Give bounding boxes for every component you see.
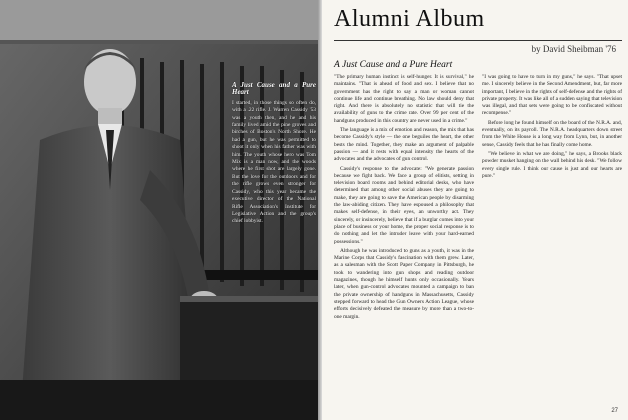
overlay-headline: A Just Cause and a Pure Heart bbox=[232, 81, 316, 97]
page-number: 27 bbox=[611, 408, 618, 414]
paragraph: Before long he found himself on the board of the N.R.A. and, eventually, on its payroll. The N.R.A. headquarters down street from the White House is a long way from Lynn, but, in another sense, Cassidy feels that he has finally come home. bbox=[482, 119, 622, 148]
byline: by David Sheibman '76 bbox=[531, 44, 616, 54]
paragraph: "I was going to have to turn in my guns," he says. "That upset me. I sincerely believe in the Second Amendment, but, far more important, I believe in the rights of self-defense and the rights of private property. It was like all of a sudden saying that television was illegal, and that sets were going to be confiscated without recompense." bbox=[482, 74, 622, 117]
paragraph: "We believe in what we are doing," he says, a Brooks black powder musket hanging on the wall behind his desk. "We follow every single rule. I think our cause is just and our hearts are pure." bbox=[482, 150, 622, 179]
paragraph: The language is a mix of emotion and reason, the mix that has become Cassidy's style — the one beguiles the heart, the other bests the mind. Together, they make an argument of palpable passion — and it rests with equal intensity the hearts of the advocates and the advocates of gun control. bbox=[334, 127, 474, 163]
section-title: Alumni Album bbox=[334, 6, 485, 32]
paragraph: "The primary human instinct is self-hunger. It is survival," he maintains. "That is ahead of food and sex. I believe that no government has the right to say a man or woman cannot continue life and continue breathing. No law should deny that right. And there is absolutely no statistic that will tie the availability of guns to the crime rate. Over 99 per cent of the handguns produced in this country are never used in a crime." bbox=[334, 74, 474, 124]
photo-text-overlay bbox=[232, 82, 316, 226]
article-column-2 bbox=[482, 74, 622, 410]
paragraph: Cassidy's response to the advocate: "We generate passion because we fight back. We face a group of elitists, setting in television board rooms and behind editorial desks, who have determined that among other social abuses they are going to make, they are going to save the American people by disarming the law-abiding citizen. They have espoused a philosophy that makes self-defense, in their eyes, an unworthy act. They sincerely, or insincerely, believe that if a burglar comes into your place of business or your home, the proper social response is to do nothing and let the intruder leave with your hard-earned possessions." bbox=[334, 165, 474, 245]
article-column-1 bbox=[334, 74, 474, 410]
title-rule bbox=[334, 40, 622, 41]
overlay-body: I started, in those things so often do, with a .22 rifle. J. Warren Cassidy '53 was a youth then, and he and his family lived amid the pine groves and birches of Boston's North Shore. He had a gun, but he was permitted to shoot it only when his father was with him. The youth whose hero was Tom Mix is a man now, and the woods where he first shot are largely gone. But the love for the outdoors and for the rifle grows even stronger for Cassidy, who this year became the executive director of the National Rifle Association's Institute for Legislative Action and the group's chief lobbyist. bbox=[232, 99, 316, 225]
right-page bbox=[322, 0, 628, 420]
article-headline: A Just Cause and a Pure Heart bbox=[334, 60, 453, 70]
paragraph: Although he was introduced to guns as a youth, it was in the Marine Corps that Cassidy's fascination with them grew. Later, as a salesman with the Scott Paper Company in Pittsburgh, he took to wandering into gun shops and reading outdoor magazines, though he himself hunts only occasionally. Years later, when gun-control advocates mounted a campaign to ban the private ownership of handguns in Massachusetts, Cassidy stepped forward to head the Gun Owners Action League, whose efforts decisively defeated the measure by more than a two-to-one margin. bbox=[334, 247, 474, 320]
